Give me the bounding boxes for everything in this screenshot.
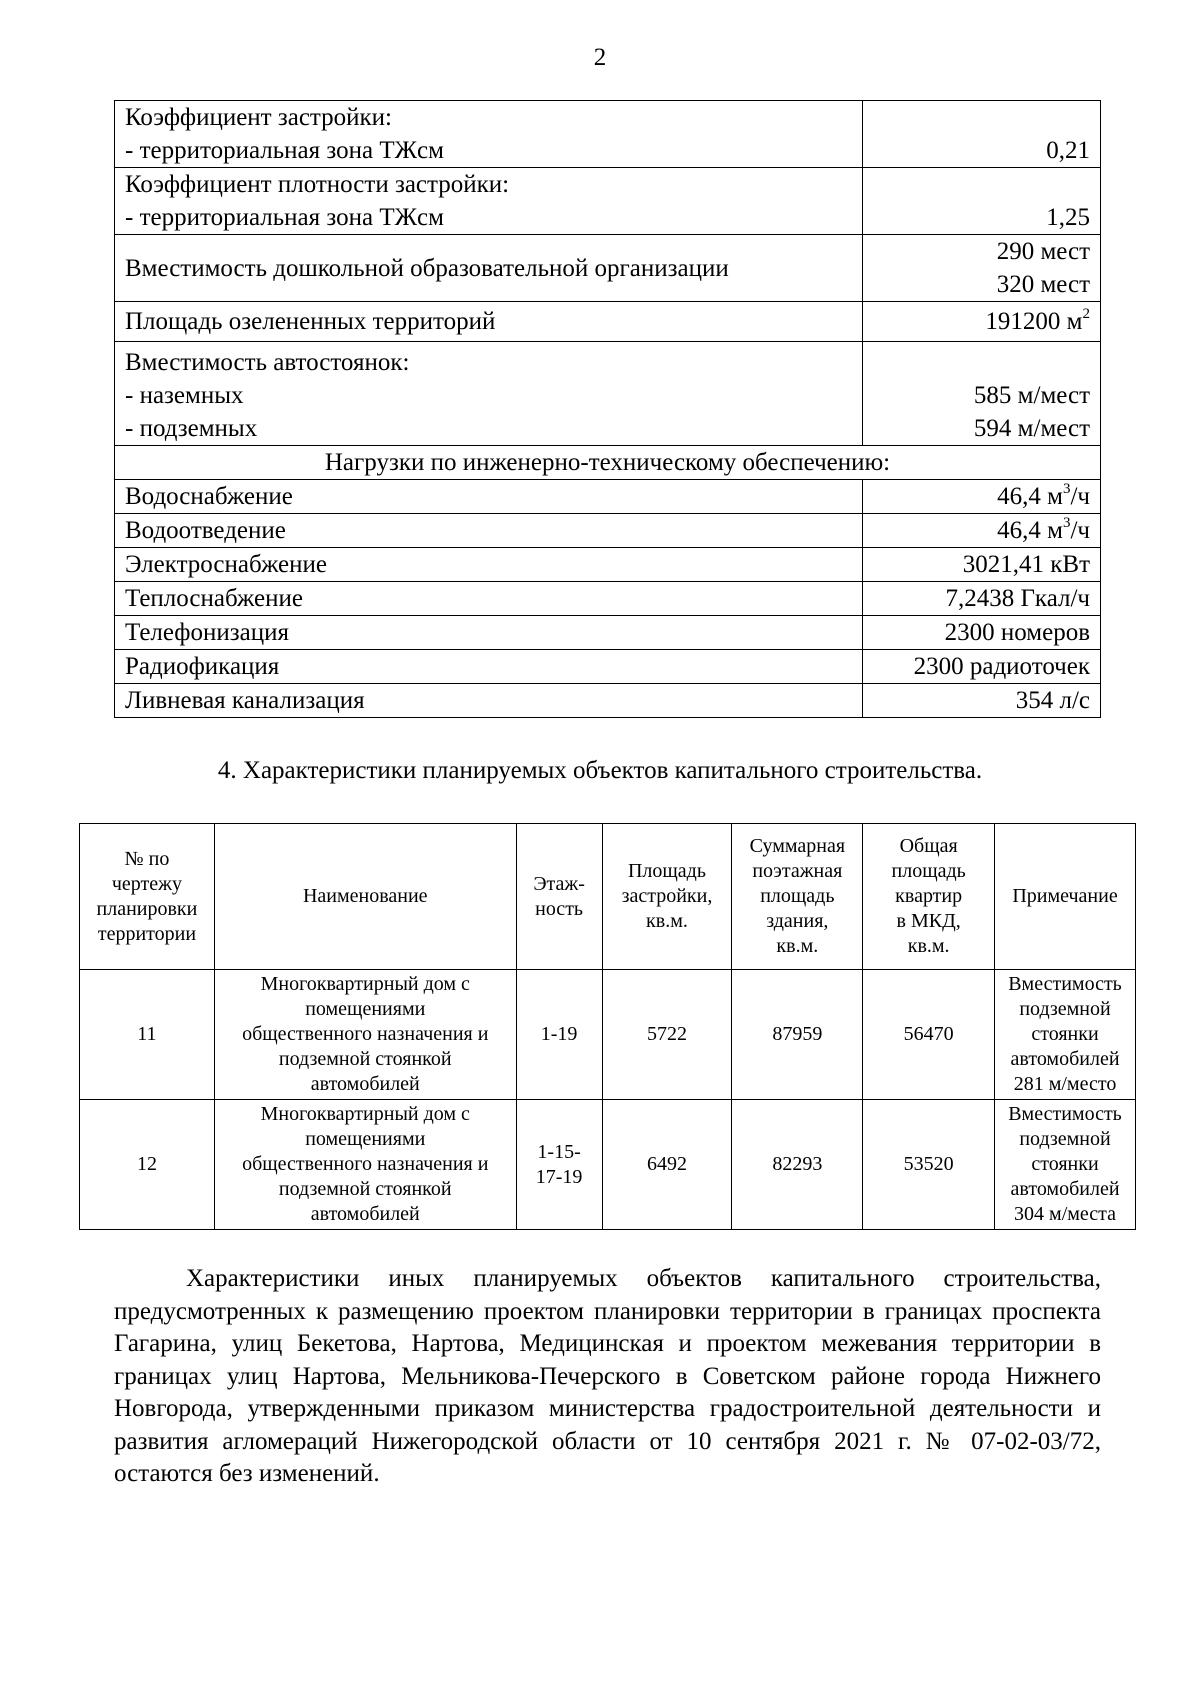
cell-line: 1-15- xyxy=(537,1140,581,1163)
radio-label: Радиофикация xyxy=(115,650,863,684)
table-row xyxy=(80,970,1136,1100)
header-floors xyxy=(516,824,602,970)
building-coef-row xyxy=(115,101,1101,168)
cell-line: стоянки xyxy=(1031,1023,1099,1045)
water-supply-value: 46,4 $м^3/ч$ xyxy=(863,480,1101,514)
cell-line: № по xyxy=(124,847,170,870)
building-coef-value: 0,21 xyxy=(863,101,1101,168)
cell-line: 1-19 xyxy=(540,1023,578,1045)
cell-line: автомобилей xyxy=(1010,1178,1120,1200)
cell-line: автомобилей xyxy=(310,1073,420,1095)
row-note xyxy=(995,970,1136,1100)
telephony-label: Телефонизация xyxy=(115,616,863,650)
radio-value: 2300 радиоточек xyxy=(863,650,1101,684)
heating-row xyxy=(115,582,1101,616)
row-apt: 56470 xyxy=(863,970,995,1100)
cell-line: застройки, xyxy=(621,885,713,907)
cell-line: кв.м. xyxy=(776,935,819,957)
heating-label: Теплоснабжение xyxy=(115,582,863,616)
electricity-label: Электроснабжение xyxy=(115,548,863,582)
telephony-value: 2300 номеров xyxy=(863,616,1101,650)
water-supply-row xyxy=(115,480,1101,514)
row-num: 12 xyxy=(80,1100,215,1230)
header-total xyxy=(732,824,863,970)
loads-header: Нагрузки по инженерно-техническому обеспечению: xyxy=(115,446,1101,480)
parking-label: Вместимость автостоянок: - наземных - подземных xyxy=(115,342,863,446)
cell-line: помещениями xyxy=(305,998,426,1020)
parking-row xyxy=(115,342,1101,446)
electricity-value: 3021,41 кВт xyxy=(863,548,1101,582)
water-disposal-row xyxy=(115,514,1101,548)
cell-line: общественного назначения и xyxy=(242,1023,489,1045)
header-area xyxy=(602,824,732,970)
density-coef-label: Коэффициент плотности застройки: - территориальная зона ТЖсм xyxy=(115,168,863,235)
cell-line: подземной стоянкой xyxy=(278,1048,452,1070)
row-total: 87959 xyxy=(732,970,863,1100)
row-apt: 53520 xyxy=(863,1100,995,1230)
green-area-label: Площадь озелененных территорий xyxy=(115,302,863,342)
cell-line: в МКД, xyxy=(896,910,961,932)
water-supply-label: Водоснабжение xyxy=(115,480,863,514)
kindergarten-values: 290 мест 320 мест xyxy=(863,235,1101,302)
cell-line: Площадь xyxy=(627,860,706,882)
cell-line: чертежу xyxy=(111,872,182,895)
cell-line: подземной xyxy=(1019,998,1111,1020)
page-number: 2 xyxy=(593,44,607,71)
cell-line: помещениями xyxy=(305,1128,426,1150)
cell-line: Наименование xyxy=(302,885,428,907)
objects-table-header xyxy=(80,824,1136,970)
cell-line: 281 м/место xyxy=(1013,1073,1117,1095)
table-row xyxy=(80,1100,1136,1230)
cell-line: кв.м. xyxy=(646,910,688,932)
cell-line: ность xyxy=(535,897,584,920)
cell-line: стоянки xyxy=(1031,1153,1099,1175)
cell-line: автомобилей xyxy=(1010,1048,1120,1070)
row-note xyxy=(995,1100,1136,1230)
row-area: 5722 xyxy=(602,970,732,1100)
cell-line: 17-19 xyxy=(535,1165,583,1188)
storm-sewer-label: Ливневая канализация xyxy=(115,684,863,718)
cell-line: подземной xyxy=(1019,1128,1111,1150)
row-num: 11 xyxy=(80,970,215,1100)
row-name xyxy=(214,970,516,1100)
storm-sewer-value: 354 л/с xyxy=(863,684,1101,718)
radio-row xyxy=(115,650,1101,684)
water-disposal-value: 46,4 $м^3/ч$ xyxy=(863,514,1101,548)
section-title: 4. Характеристики планируемых объектов капитального строительства. xyxy=(217,757,983,784)
cell-line: 304 м/места xyxy=(1014,1203,1117,1225)
header-num xyxy=(80,824,215,970)
cell-line: Вместимость xyxy=(1008,973,1122,995)
row-name xyxy=(214,1100,516,1230)
cell-line: Многоквартирный дом с xyxy=(260,1103,470,1125)
green-area-row xyxy=(115,302,1101,342)
green-area-value: 191200 $м^2$ xyxy=(863,302,1101,342)
loads-header-row xyxy=(115,446,1101,480)
cell-line: Этаж- xyxy=(533,872,585,895)
row-area: 6492 xyxy=(602,1100,732,1230)
cell-line: площадь xyxy=(760,885,835,907)
cell-line: квартир xyxy=(895,885,963,907)
cell-line: кв.м. xyxy=(907,935,950,957)
cell-line: Вместимость xyxy=(1008,1103,1122,1125)
cell-line: Общая xyxy=(899,835,958,857)
electricity-row xyxy=(115,548,1101,582)
row-floors xyxy=(516,970,602,1100)
cell-line: Суммарная xyxy=(749,835,846,857)
cell-line: подземной стоянкой xyxy=(278,1178,452,1200)
header-apt xyxy=(863,824,995,970)
kindergarten-row xyxy=(115,235,1101,302)
cell-line: площадь xyxy=(891,860,966,882)
cell-line: автомобилей xyxy=(310,1203,420,1225)
cell-line: Примечание xyxy=(1012,885,1118,907)
density-coef-value: 1,25 xyxy=(863,168,1101,235)
cell-line: территории xyxy=(97,922,197,945)
row-total: 82293 xyxy=(732,1100,863,1230)
row-floors xyxy=(516,1100,602,1230)
building-coef-label: Коэффициент застройки: - территориальная зона ТЖсм xyxy=(115,101,863,168)
parameters-table xyxy=(114,100,1101,718)
telephony-row xyxy=(115,616,1101,650)
cell-line: Многоквартирный дом с xyxy=(260,973,470,995)
header-note xyxy=(995,824,1136,970)
cell-line: здания, xyxy=(766,910,829,932)
density-coef-row xyxy=(115,168,1101,235)
parking-values: 585 м/мест 594 м/мест xyxy=(863,342,1101,446)
cell-line: общественного назначения и xyxy=(242,1153,489,1175)
storm-sewer-row xyxy=(115,684,1101,718)
header-name xyxy=(214,824,516,970)
cell-line: планировки xyxy=(96,897,198,920)
heating-value: 7,2438 Гкал/ч xyxy=(863,582,1101,616)
objects-table xyxy=(79,823,1136,1230)
kindergarten-label: Вместимость дошкольной образовательной организации xyxy=(115,235,863,302)
closing-paragraph: Характеристики иных планируемых объектов капитального строительства, предусмотренных к размещению проектом планировки территории в границах проспекта Гагарина, улиц Бекетова, Нартова, Медицинская и проектом межевания территории в границах улиц Нартова, Мельникова-Печерского в Советском районе города Нижнего Новгорода, утвержденными приказом министерства градостроительной деятельности и развития агломераций Нижегородской области от 10 сентября 2021 г. № 07-02-03/72, остаются без изменений. xyxy=(114,1265,1101,1487)
cell-line: поэтажная xyxy=(752,860,843,882)
water-disposal-label: Водоотведение xyxy=(115,514,863,548)
